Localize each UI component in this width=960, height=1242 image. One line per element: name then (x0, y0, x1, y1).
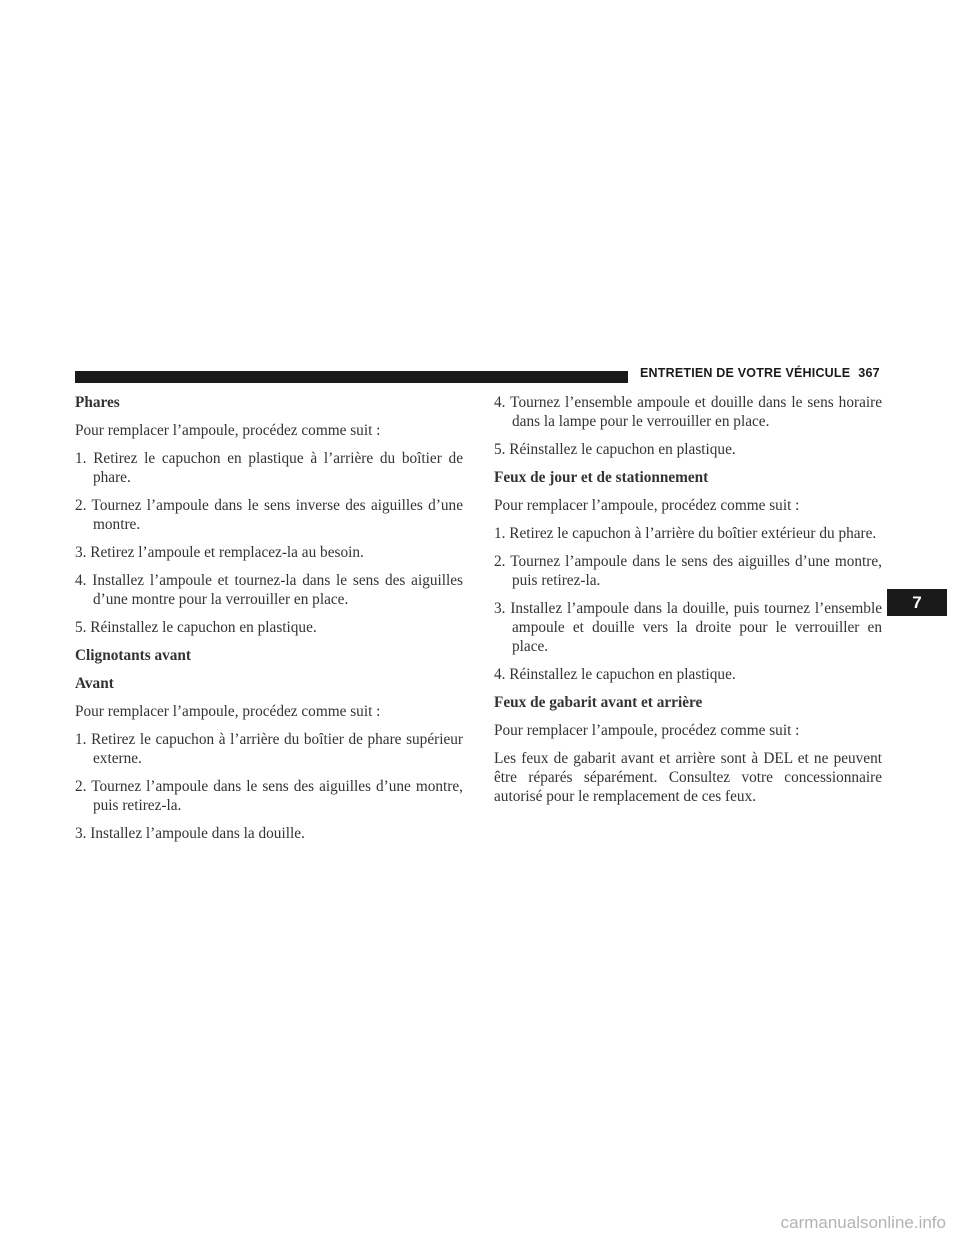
list-item: 4. Installez l’ampoule et tournez-la dans le sens des aiguilles d’une montre pour la verrouiller en place. (75, 572, 463, 608)
right-column (494, 393, 882, 815)
left-column (75, 393, 463, 852)
avant-subheading: Avant (75, 675, 114, 692)
running-header (640, 366, 880, 380)
feux-jour-intro: Pour remplacer l’ampoule, procédez comme suit : (494, 497, 800, 514)
list-item: 2. Tournez l’ampoule dans le sens des aiguilles d’une montre, puis retirez-la. (75, 778, 463, 814)
list-item: 4. Tournez l’ensemble ampoule et douille dans le sens horaire dans la lampe pour le verrouiller en place. (494, 394, 882, 430)
phares-intro: Pour remplacer l’ampoule, procédez comme suit : (75, 422, 381, 439)
list-item: 1. Retirez le capuchon à l’arrière du boîtier de phare supérieur externe. (75, 731, 463, 767)
gabarit-intro: Pour remplacer l’ampoule, procédez comme suit : (494, 722, 800, 739)
feux-jour-heading: Feux de jour et de stationnement (494, 469, 709, 486)
list-item: 3. Retirez l’ampoule et remplacez-la au besoin. (75, 544, 364, 561)
watermark: carmanualsonline.info (780, 1213, 946, 1232)
list-item: 1. Retirez le capuchon à l’arrière du boîtier extérieur du phare. (494, 525, 877, 542)
gabarit-body: Les feux de gabarit avant et arrière sont à DEL et ne peuvent être réparés séparément. Consultez votre concessionnaire autorisé pour le remplacement de ces feux. (494, 750, 882, 805)
gabarit-heading: Feux de gabarit avant et arrière (494, 694, 703, 711)
section-title: ENTRETIEN DE VOTRE VÉHICULE (640, 366, 851, 380)
phares-heading: Phares (75, 394, 120, 411)
list-item: 3. Installez l’ampoule dans la douille, puis tournez l’ensemble ampoule et douille vers la droite pour le verrouiller en place. (494, 600, 882, 655)
header-rule (75, 371, 628, 383)
list-item: 2. Tournez l’ampoule dans le sens inverse des aiguilles d’une montre. (75, 497, 463, 533)
list-item: 2. Tournez l’ampoule dans le sens des aiguilles d’une montre, puis retirez-la. (494, 553, 882, 589)
chapter-tab: 7 (887, 589, 947, 616)
list-item: 3. Installez l’ampoule dans la douille. (75, 825, 305, 842)
page-number: 367 (858, 366, 880, 380)
avant-intro: Pour remplacer l’ampoule, procédez comme suit : (75, 703, 381, 720)
list-item: 1. Retirez le capuchon en plastique à l’arrière du boîtier de phare. (75, 450, 463, 486)
list-item: 5. Réinstallez le capuchon en plastique. (75, 619, 317, 636)
list-item: 4. Réinstallez le capuchon en plastique. (494, 666, 736, 683)
list-item: 5. Réinstallez le capuchon en plastique. (494, 441, 736, 458)
clignotants-heading: Clignotants avant (75, 647, 192, 664)
